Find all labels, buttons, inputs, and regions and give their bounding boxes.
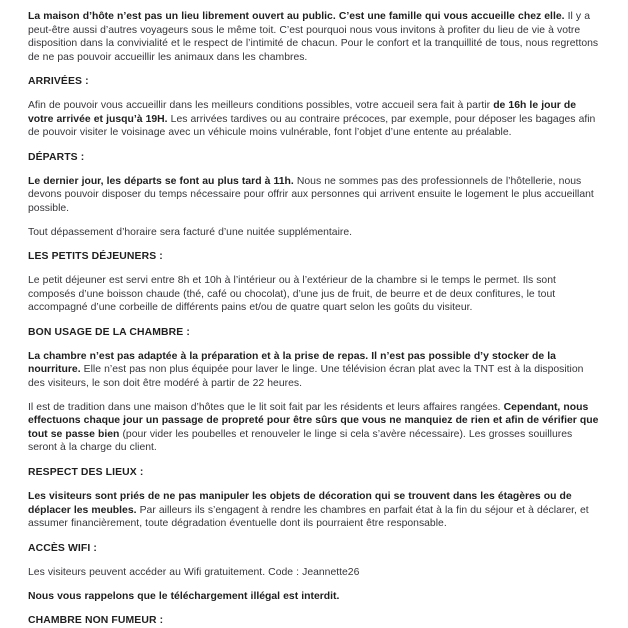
document-page [0,10,628,627]
section-paragraph [28,274,600,315]
section-heading: DÉPARTS : [28,151,85,163]
section-paragraph [28,566,600,580]
section-petits-dejeuners [28,250,600,315]
body-text: Le petit déjeuner est servi entre 8h et 10h à l’intérieur ou à l’extérieur de la chambre si le temps le permet. Ils sont composés d’une boisson chaude (thé, café ou chocolat), d’une jus de fruit, de beurre et de deux confitures, le tout accompagné d’une corbeille de différents pains et/ou de quatre quart selon les goûts du visiteur. [28,275,556,314]
body-text: Nous ne sommes pas des professionnels de l’hôtellerie, nous devons pouvoir disposer du temps nécessaire pour offrir aux personnes qui arrivent ensuite le logement le plus accueillant possible. [28,175,594,214]
section-heading: CHAMBRE NON FUMEUR : [28,615,164,627]
body-text: Les visiteurs peuvent accéder au Wifi gratuitement. Code : Jeannette26 [28,566,360,578]
body-text: Elle n’est pas non plus équipée pour laver le linge. Une télévision écran plat avec la TNT est à la disposition des visiteurs, le son doit être modéré à partir de 22 heures. [28,364,584,389]
body-text: Les arrivées tardives ou au contraire précoces, par exemple, pour déposer les bagages afin de pouvoir visiter le voisinage avec un véhicule moins vulnérable, font l’objet d’une entente au préalable. [28,113,596,139]
intro-paragraph [28,10,600,64]
section-bon-usage [28,326,600,455]
intro-section [28,10,600,64]
emphasis-text: Nous vous rappelons que le téléchargement illégal est interdit. [28,590,340,602]
intro-lead-text: La maison d’hôte n’est pas un lieu librement ouvert au public. C’est une famille qui vous accueille chez elle. [28,11,565,23]
intro-rest-text: Il y a peut-être aussi d’autres voyageurs sous le même toit. C’est pourquoi nous vous invitons à profiter du lieu de vie à votre disposition dans la convivialité et le respect de l’intimité de chacun. Pour le confort et la tranquillité de tous, nous regrettons de ne pas pouvoir accueillir les animaux dans les chambres. [28,11,599,64]
body-text: Tout dépassement d’horaire sera facturé d’une nuitée supplémentaire. [28,226,353,238]
section-paragraph [28,401,600,455]
body-text: Il est de tradition dans une maison d’hôtes que le lit soit fait par les résidents et leurs affaires rangées. [28,401,504,413]
sections-container [28,75,600,603]
section-heading: BON USAGE DE LA CHAMBRE : [28,326,190,338]
section-heading: RESPECT DES LIEUX : [28,466,144,478]
section-paragraph [28,226,600,240]
section-respect-des-lieux [28,466,600,531]
section-paragraph [28,590,600,604]
section-paragraph [28,175,600,216]
section-heading: ARRIVÉES : [28,75,89,87]
emphasis-text: Cependant, nous effectuons chaque jour un passage de propreté pour être sûrs que vous ne manquiez de rien et afin de vérifier que tout se passe bien [28,401,599,440]
emphasis-text: Le dernier jour, les départs se font au plus tard à 11h. [28,175,294,187]
body-text: Par ailleurs ils s’engagent à rendre les chambres en parfait état à la fin du séjour et à déclarer, et assumer financièrement, toute dégradation éventuelle dont ils pourraient être responsable. [28,504,589,530]
emphasis-text: La chambre n’est pas adaptée à la préparation et à la prise de repas. Il n’est pas possible d’y stocker de la nourriture. [28,350,556,376]
section-acces-wifi [28,542,600,603]
emphasis-text: Les visiteurs sont priés de ne pas manipuler les objets de décoration qui se trouvent dans les étagères ou de déplacer les meubles. [28,490,572,516]
section-paragraph [28,99,600,140]
section-heading: ACCÈS WIFI : [28,542,97,554]
section-chambre-non-fumeur [28,614,600,628]
section-arrivees [28,75,600,140]
emphasis-text: de 16h le jour de votre arrivée et jusqu’à 19H. [28,99,577,125]
body-text: (pour vider les poubelles et renouveler le linge si cela s’avère nécessaire). Les grosses souillures seront à la charge du client. [28,428,573,454]
body-text: Afin de pouvoir vous accueillir dans les meilleurs conditions possibles, votre accueil sera fait à partir [28,99,494,111]
section-departs [28,151,600,240]
section-heading: LES PETITS DÉJEUNERS : [28,251,163,263]
section-paragraph [28,490,600,531]
section-paragraph [28,350,600,391]
